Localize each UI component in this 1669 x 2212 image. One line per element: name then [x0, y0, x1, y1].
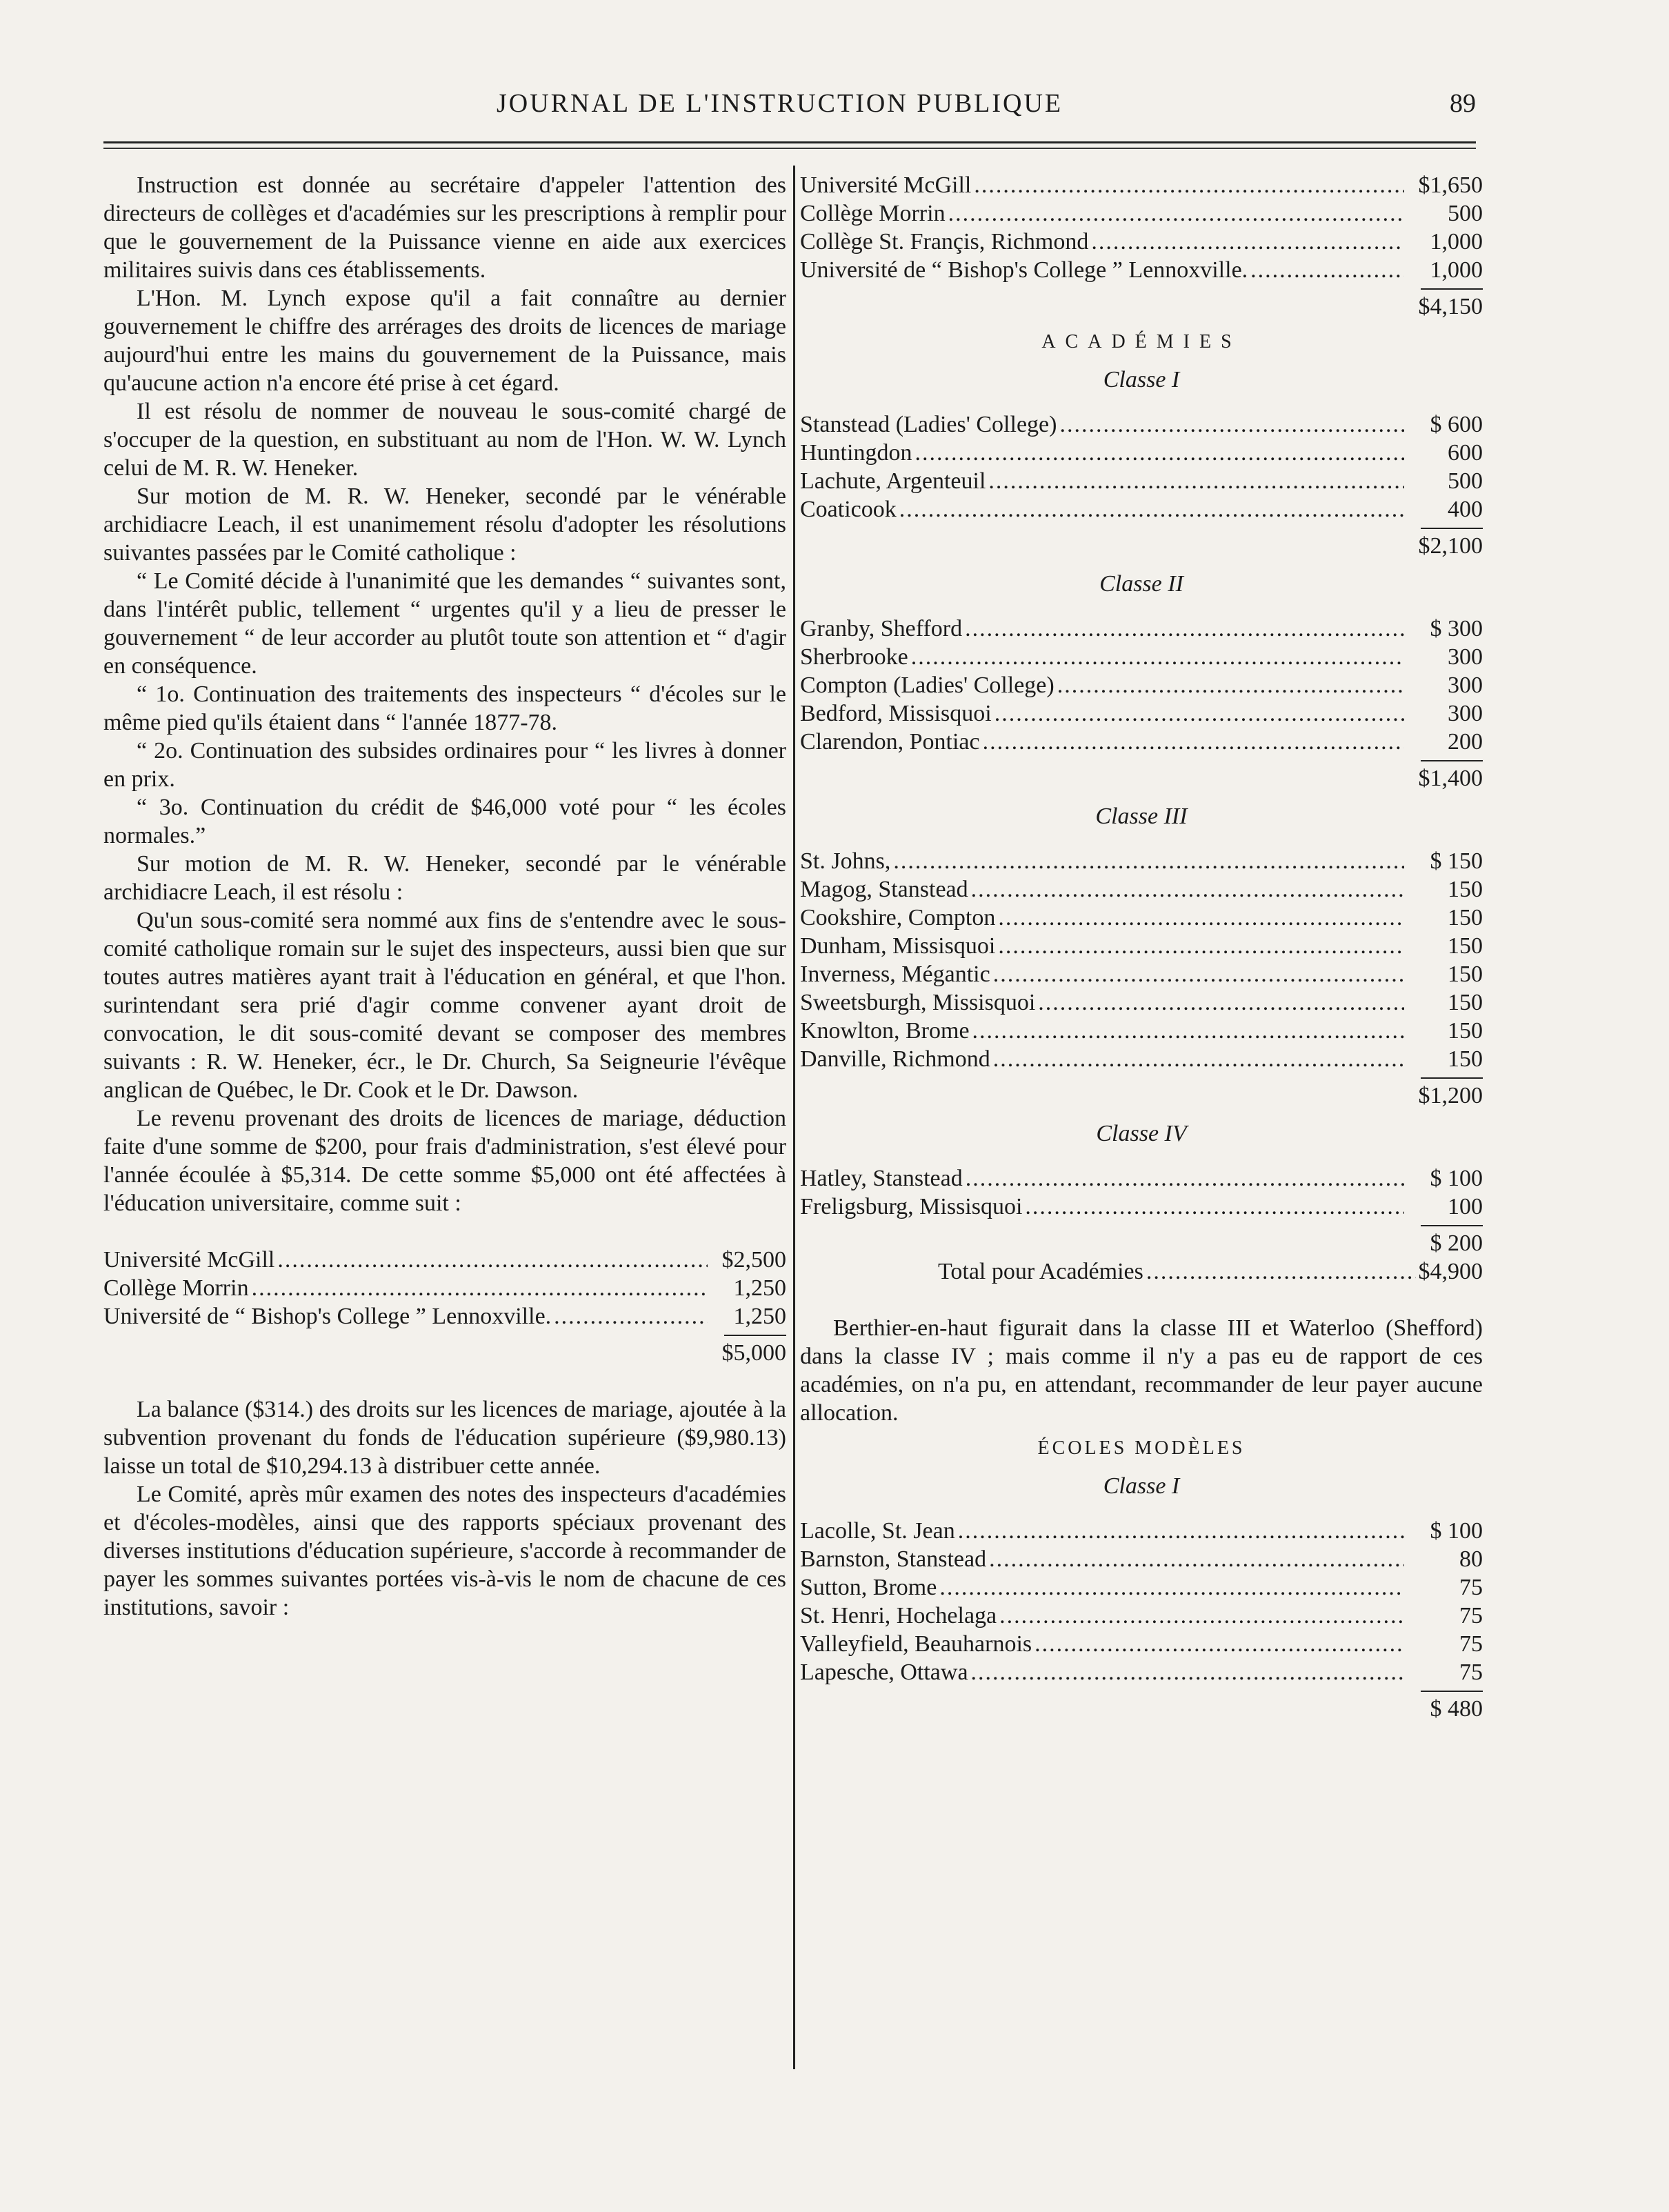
university-allocation-list — [800, 171, 1483, 321]
leader-dots — [971, 1658, 1404, 1686]
leader-dots — [911, 643, 1404, 671]
leader-dots — [948, 199, 1404, 228]
institution-name: Collège Morrin — [800, 201, 946, 226]
journal-title: JOURNAL DE L'INSTRUCTION PUBLIQUE — [497, 89, 1063, 118]
institution-name: Coaticook — [800, 497, 897, 522]
right-column — [800, 171, 1483, 1723]
leader-dots — [983, 728, 1404, 756]
list-item — [103, 1246, 786, 1274]
academies-total-row — [800, 1257, 1483, 1286]
leader-dots — [1035, 1630, 1404, 1658]
paragraph: L'Hon. M. Lynch expose qu'il a fait connaître au dernier gouvernement le chiffre des arrérages des droits de licences de mariage aujourd'hui entre les mains du gouvernement de la Puissance, mais qu'aucune action n'a encore été prise à cet égard. — [103, 286, 786, 396]
academies-class-2-list — [800, 615, 1483, 793]
column-divider — [793, 166, 795, 2069]
institution-name: Collège Morrin — [103, 1275, 249, 1301]
amount: 150 — [1448, 990, 1483, 1015]
list-item — [800, 171, 1483, 199]
leader-dots — [993, 960, 1404, 988]
paragraph: “ 2o. Continuation des subsides ordinaires pour “ les livres à donner en prix. — [103, 738, 786, 792]
left-column — [103, 171, 786, 1622]
amount: 500 — [1448, 468, 1483, 494]
subtotal-rule — [1421, 528, 1483, 529]
institution-name: Université de “ Bishop's College ” Lennoxville. — [103, 1304, 552, 1329]
amount: 150 — [1448, 961, 1483, 987]
list-item — [800, 1017, 1483, 1045]
amount: $ 100 — [1430, 1518, 1483, 1544]
leader-dots — [554, 1302, 708, 1331]
paragraph: Qu'un sous-comité sera nommé aux fins de s'entendre avec le sous-comité catholique romain sur le sujet des inspecteurs, aussi bien que sur toutes autres matières ayant trait à l'éducation en général, et que l'hon. surintendant sera prié d'agir comme convener ayant droit de convocation, le dit sous-comité devant se composer des membres suivants : R. W. Heneker, écr., le Dr. Church, Sa Seigneurie l'évêque anglican de Québec, le Dr. Cook et le Dr. Dawson. — [103, 908, 786, 1103]
leader-dots — [893, 847, 1404, 875]
institution-name: Huntingdon — [800, 440, 912, 466]
amount: $ 100 — [1430, 1166, 1483, 1191]
list-item — [800, 495, 1483, 524]
amount: 1,000 — [1430, 229, 1483, 255]
amount: 1,250 — [733, 1275, 786, 1301]
amount: 200 — [1448, 729, 1483, 755]
institution-name: Université McGill — [103, 1247, 275, 1273]
institution-name: Hatley, Stanstead — [800, 1166, 963, 1191]
leader-dots — [995, 699, 1404, 728]
subtotal-rule — [1421, 1225, 1483, 1226]
leader-dots — [974, 171, 1404, 199]
list-item — [800, 1193, 1483, 1221]
leader-dots — [998, 904, 1404, 932]
amount: 150 — [1448, 933, 1483, 959]
leader-dots — [277, 1246, 708, 1274]
institution-name: Lapesche, Ottawa — [800, 1660, 968, 1685]
leader-dots — [965, 615, 1404, 643]
amount: 150 — [1448, 1018, 1483, 1044]
institution-name: Stanstead (Ladies' College) — [800, 412, 1057, 437]
leader-dots — [958, 1517, 1404, 1545]
academies-class-1-list — [800, 410, 1483, 560]
page-header — [103, 84, 1476, 132]
institution-name: Université McGill — [800, 172, 972, 198]
institution-name: Valleyfield, Beauharnois — [800, 1631, 1032, 1657]
list-item — [800, 1045, 1483, 1073]
institution-name: Barnston, Stanstead — [800, 1546, 987, 1572]
paragraph: Berthier-en-haut figurait dans la classe III et Waterloo (Shefford) dans la classe IV ; mais comme il n'y a pas eu de rapport de ces académies, on n'a pu, en attendant, recommander de leur payer aucune allocation. — [800, 1315, 1483, 1426]
subtotal: $4,150 — [1418, 294, 1483, 319]
leader-dots — [966, 1164, 1404, 1193]
institution-name: Sutton, Brome — [800, 1575, 937, 1600]
spacer — [103, 1367, 786, 1395]
subtotal: $ 480 — [1430, 1696, 1483, 1722]
amount: 500 — [1448, 201, 1483, 226]
amount: 150 — [1448, 1046, 1483, 1072]
list-item — [800, 1545, 1483, 1573]
list-item — [800, 875, 1483, 904]
amount: $ 600 — [1430, 412, 1483, 437]
paragraph: La balance ($314.) des droits sur les licences de mariage, ajoutée à la subvention provenant du fonds de l'éducation supérieure ($9,980.13) laisse un total de $10,294.13 à distribuer cette année. — [103, 1397, 786, 1479]
amount: 150 — [1448, 877, 1483, 902]
amount: 1,000 — [1430, 257, 1483, 283]
amount: 75 — [1459, 1575, 1483, 1600]
subtotal-rule — [1421, 1077, 1483, 1079]
spacer — [800, 1286, 1483, 1314]
spacer — [103, 1217, 786, 1246]
amount: 300 — [1448, 672, 1483, 698]
amount: 75 — [1459, 1603, 1483, 1628]
institution-name: Clarendon, Pontiac — [800, 729, 980, 755]
leader-dots — [915, 439, 1404, 467]
amount: 75 — [1459, 1660, 1483, 1685]
paragraph: “ 3o. Continuation du crédit de $46,000 voté pour “ les écoles normales.” — [103, 795, 786, 848]
paragraph: Sur motion de M. R. W. Heneker, secondé par le vénérable archidiacre Leach, il est unanimement résolu d'adopter les résolutions suivantes passées par le Comité catholique : — [103, 484, 786, 566]
amount: $ 300 — [1430, 616, 1483, 641]
institution-name: Granby, Shefford — [800, 616, 963, 641]
amount: 300 — [1448, 701, 1483, 726]
list-item — [800, 728, 1483, 756]
paragraph: Instruction est donnée au secrétaire d'appeler l'attention des directeurs de collèges et d'académies sur les prescriptions à remplir pour que le gouvernement de la Puissance vienne en aide aux exercices militaires suivis dans ces établissements. — [103, 172, 786, 283]
leader-dots — [1250, 256, 1404, 284]
amount: 150 — [1448, 905, 1483, 930]
institution-name: Knowlton, Brome — [800, 1018, 970, 1044]
subtotal-rule — [1421, 1691, 1483, 1692]
institution-name: St. Johns, — [800, 848, 891, 874]
institution-name: Cookshire, Compton — [800, 905, 996, 930]
page-number: 89 — [1450, 89, 1476, 118]
institution-name: Collège St. Françis, Richmond — [800, 229, 1089, 255]
list-item — [800, 699, 1483, 728]
institution-name: Dunham, Missisquoi — [800, 933, 996, 959]
amount: 600 — [1448, 440, 1483, 466]
list-item — [800, 256, 1483, 284]
institution-name: Sweetsburgh, Missisquoi — [800, 990, 1036, 1015]
list-item — [800, 1517, 1483, 1545]
leader-dots — [1025, 1193, 1404, 1221]
leader-dots — [1057, 671, 1404, 699]
amount: $1,650 — [1418, 172, 1483, 198]
amount: 400 — [1448, 497, 1483, 522]
list-item — [800, 1602, 1483, 1630]
class-heading: Classe III — [1095, 804, 1188, 829]
leader-dots — [1059, 410, 1404, 439]
amount: 1,250 — [733, 1304, 786, 1329]
list-item — [800, 643, 1483, 671]
university-allocation-list — [103, 1246, 786, 1367]
leader-dots — [899, 495, 1404, 524]
institution-name: Bedford, Missisquoi — [800, 701, 992, 726]
subtotal: $ 200 — [1430, 1230, 1483, 1256]
list-item — [800, 960, 1483, 988]
subtotal-rule — [1421, 760, 1483, 761]
institution-name: Inverness, Mégantic — [800, 961, 990, 987]
header-rule — [103, 141, 1476, 143]
amount: $ 150 — [1430, 848, 1483, 874]
amount: 75 — [1459, 1631, 1483, 1657]
leader-dots — [1146, 1257, 1416, 1286]
leader-dots — [252, 1274, 708, 1302]
class-heading: Classe I — [1103, 367, 1180, 392]
amount: 80 — [1459, 1546, 1483, 1572]
paragraph: Il est résolu de nommer de nouveau le sous-comité chargé de s'occuper de la question, en substituant au nom de l'Hon. W. W. Lynch celui de M. R. W. Heneker. — [103, 399, 786, 481]
leader-dots — [1038, 988, 1404, 1017]
institution-name: Lacolle, St. Jean — [800, 1518, 955, 1544]
subtotal: $2,100 — [1418, 533, 1483, 559]
paragraph: “ Le Comité décide à l'unanimité que les demandes “ suivantes sont, dans l'intérêt public, tellement “ urgentes qu'il y a lieu de presser le gouvernement “ de leur accorder au plutôt toute son attention et “ d'agir en conséquence. — [103, 568, 786, 679]
subtotal: $5,000 — [721, 1340, 786, 1366]
list-item — [800, 1630, 1483, 1658]
list-item — [800, 988, 1483, 1017]
leader-dots — [998, 932, 1404, 960]
list-item — [800, 439, 1483, 467]
list-item — [800, 1164, 1483, 1193]
header-rule-thin — [103, 148, 1476, 149]
institution-name: Danville, Richmond — [800, 1046, 990, 1072]
list-item — [800, 904, 1483, 932]
class-heading: Classe II — [1099, 571, 1183, 597]
paragraph: Le revenu provenant des droits de licences de mariage, déduction faite d'une somme de $200, pour frais d'administration, s'est élevé pour l'année écoulée à $5,314. De cette somme $5,000 ont été affectées à l'éducation universitaire, comme suit : — [103, 1106, 786, 1216]
leader-dots — [971, 875, 1404, 904]
subtotal: $1,400 — [1418, 766, 1483, 791]
section-heading-academies: ACADÉMIES — [1041, 331, 1241, 352]
list-item — [800, 615, 1483, 643]
list-item — [800, 228, 1483, 256]
list-item — [800, 410, 1483, 439]
leader-dots — [939, 1573, 1404, 1602]
model-schools-class-1-list — [800, 1517, 1483, 1723]
institution-name: Freligsburg, Missisquoi — [800, 1194, 1023, 1219]
institution-name: Lachute, Argenteuil — [800, 468, 986, 494]
list-item — [103, 1274, 786, 1302]
institution-name: Université de “ Bishop's College ” Lennoxville. — [800, 257, 1248, 283]
list-item — [800, 671, 1483, 699]
class-heading: Classe I — [1103, 1473, 1180, 1499]
leader-dots — [988, 467, 1404, 495]
total-label: Total pour Académies — [938, 1259, 1143, 1284]
list-item — [800, 847, 1483, 875]
amount: 300 — [1448, 644, 1483, 670]
amount: $2,500 — [721, 1247, 786, 1273]
list-item — [800, 1658, 1483, 1686]
list-item — [103, 1302, 786, 1331]
list-item — [800, 1573, 1483, 1602]
list-item — [800, 932, 1483, 960]
class-heading: Classe IV — [1096, 1121, 1187, 1146]
academies-class-4-list — [800, 1164, 1483, 1257]
subtotal: $1,200 — [1418, 1083, 1483, 1108]
leader-dots — [989, 1545, 1404, 1573]
subtotal-rule — [1421, 288, 1483, 290]
academies-class-3-list — [800, 847, 1483, 1110]
institution-name: Sherbrooke — [800, 644, 908, 670]
list-item — [800, 467, 1483, 495]
leader-dots — [1091, 228, 1404, 256]
amount: 100 — [1448, 1194, 1483, 1219]
paragraph: “ 1o. Continuation des traitements des inspecteurs “ d'écoles sur le même pied qu'ils étaient dans “ l'année 1877-78. — [103, 681, 786, 735]
subtotal-rule — [724, 1335, 786, 1336]
paragraph: Sur motion de M. R. W. Heneker, secondé par le vénérable archidiacre Leach, il est résolu : — [103, 851, 786, 905]
paragraph: Le Comité, après mûr examen des notes des inspecteurs d'académies et d'écoles-modèles, ainsi que des rapports spéciaux provenant des diverses institutions d'éducation supérieure, s'accorde à recommander de payer les sommes suivantes portées vis-à-vis le nom de chacune de ces institutions, savoir : — [103, 1482, 786, 1620]
institution-name: Compton (Ladies' College) — [800, 672, 1055, 698]
total-amount: $4,900 — [1418, 1259, 1483, 1284]
institution-name: Magog, Stanstead — [800, 877, 968, 902]
leader-dots — [972, 1017, 1404, 1045]
leader-dots — [999, 1602, 1404, 1630]
section-heading-ecoles-modeles: ÉCOLES MODÈLES — [1037, 1437, 1246, 1459]
leader-dots — [993, 1045, 1404, 1073]
list-item — [800, 199, 1483, 228]
institution-name: St. Henri, Hochelaga — [800, 1603, 997, 1628]
